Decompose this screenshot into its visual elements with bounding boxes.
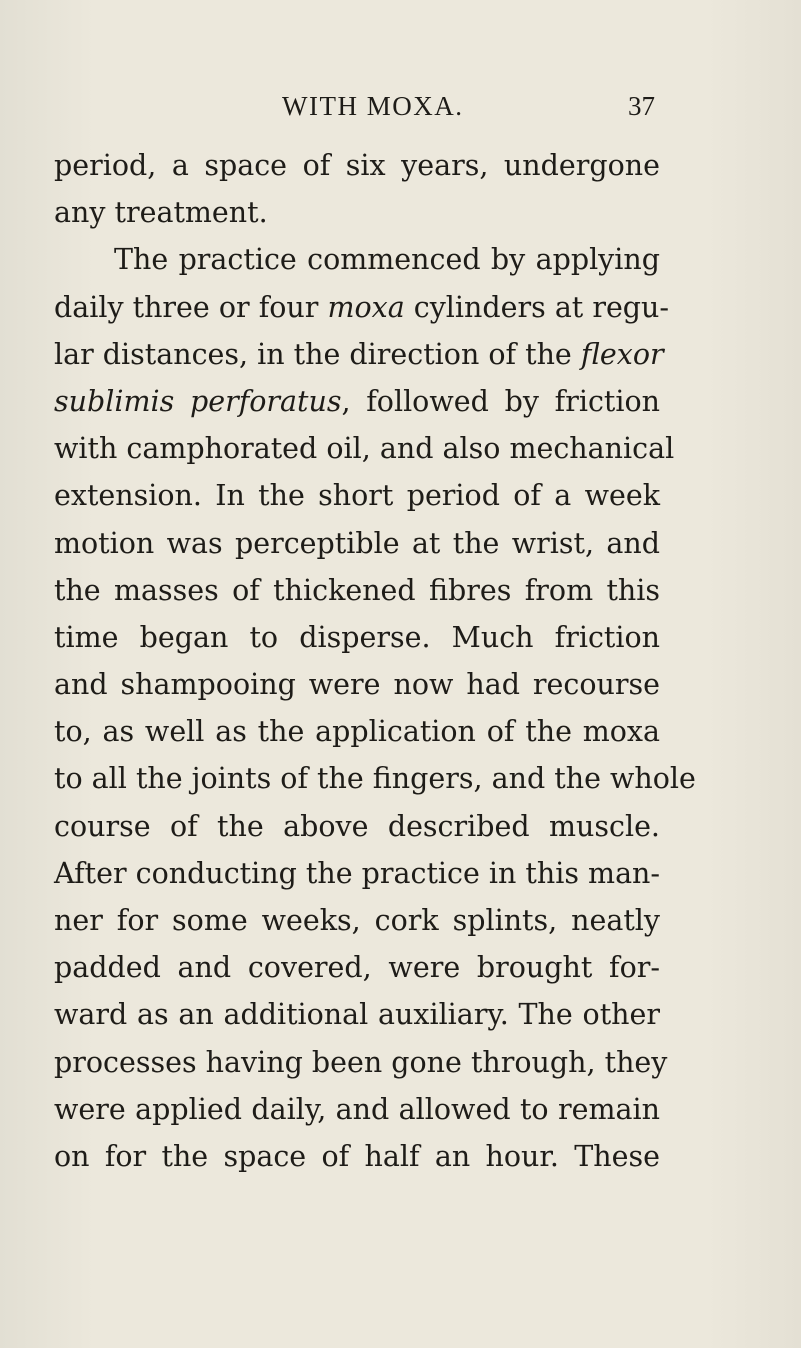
text-line: time began to disperse. Much friction xyxy=(54,620,660,654)
text-line: ner for some weeks, cork splints, neatly xyxy=(54,904,660,937)
text-line: daily three or four moxa cylinders at regu- xyxy=(54,290,670,324)
italic-term: sublimis perforatus xyxy=(54,384,342,418)
page-number: 37 xyxy=(628,91,655,121)
text-line: After conducting the practice in this man- xyxy=(54,856,661,890)
text-line: the masses of thickened fibres from this xyxy=(54,573,660,607)
text-line: any treatment. xyxy=(54,196,268,230)
text-line: and shampooing were now had recourse xyxy=(54,668,660,702)
running-head xyxy=(0,88,801,128)
body-text xyxy=(54,142,696,1180)
text-line: extension. In the short period of a week xyxy=(54,479,660,513)
text-line: The practice commenced by applying xyxy=(114,243,660,277)
text-line: sublimis perforatus, followed by friction xyxy=(54,384,660,418)
text-line: to, as well as the application of the moxa xyxy=(54,715,660,749)
text-line: ward as an additional auxiliary. The other xyxy=(54,998,660,1032)
text-line: with camphorated oil, and also mechanical xyxy=(54,432,675,466)
text-line: period, a space of six years, undergone xyxy=(54,149,660,182)
text-line: lar distances, in the direction of the flexor xyxy=(54,337,664,371)
text-line: padded and covered, were brought for- xyxy=(54,951,660,985)
text-line: on for the space of half an hour. These xyxy=(54,1139,660,1173)
italic-term: flexor xyxy=(580,337,664,371)
text-line: to all the joints of the fingers, and the whole xyxy=(54,762,696,796)
text-line: motion was perceptible at the wrist, and xyxy=(54,526,660,560)
running-head-title: WITH MOXA. xyxy=(282,91,464,121)
text-line: course of the above described muscle. xyxy=(54,809,660,843)
text-line: were applied daily, and allowed to remain xyxy=(54,1092,660,1126)
text-line: processes having been gone through, they xyxy=(54,1045,668,1079)
italic-term: moxa xyxy=(327,290,405,324)
